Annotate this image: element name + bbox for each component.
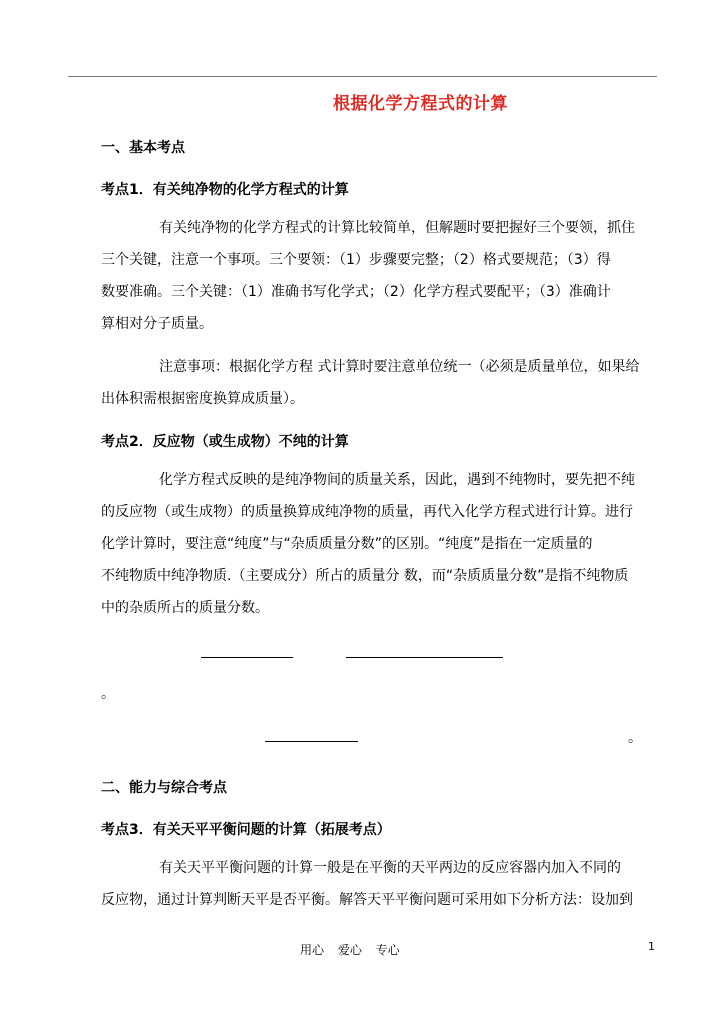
point-1-heading: 考点1．有关纯净物的化学方程式的计算 <box>101 182 349 198</box>
header-rule <box>68 76 657 77</box>
page-footer: 用心 爱心 专心 <box>300 943 400 957</box>
point-2-paragraph-1 <box>101 464 657 624</box>
text-line: 有关纯净物的化学方程式的计算比较简单，但解题时要把握好三个要领，抓住 <box>159 220 635 236</box>
point-1-paragraph-1 <box>101 212 657 340</box>
text-line: 三个关键，注意一个事项。三个要领：（1）步骤要完整；（2）格式要规范；（3）得 <box>101 252 611 268</box>
section-1-heading: 一、基本考点 <box>101 140 185 156</box>
point-2-heading: 考点2．反应物（或生成物）不纯的计算 <box>101 434 349 450</box>
text-line: 反应物，通过计算判断天平是否平衡。解答天平平衡问题可采用如下分析方法：设加到 <box>101 892 633 908</box>
fill-blank-3[interactable] <box>265 741 358 742</box>
text-line: 化学计算时，要注意“纯度”与“杂质质量分数”的区别。“纯度”是指在一定质量的 <box>101 536 593 552</box>
text-line: 化学方程式反映的是纯净物间的质量关系，因此，遇到不纯物时，要先把不纯 <box>159 472 635 488</box>
text-line: 不纯物质中纯净物质.（主要成分）所占的质量分 数，而“杂质质量分数”是指不纯物质 <box>101 568 629 584</box>
point-1-paragraph-2 <box>101 351 657 415</box>
period-mark: 。 <box>628 730 642 746</box>
fill-blank-1[interactable] <box>201 657 293 658</box>
text-line: 有关天平平衡问题的计算一般是在平衡的天平两边的反应容器内加入不同的 <box>159 860 621 876</box>
text-line: 数要准确。三个关键：（1）准确书写化学式；（2）化学方程式要配平；（3）准确计 <box>101 284 611 300</box>
page-number: 1 <box>648 940 655 953</box>
text-line: 中的杂质所占的质量分数。 <box>101 600 269 616</box>
text-line: 出体积需根据密度换算成质量）。 <box>101 391 304 407</box>
document-title: 根据化学方程式的计算 <box>333 94 508 114</box>
fill-blank-2[interactable] <box>346 657 503 658</box>
section-2-heading: 二、能力与综合考点 <box>101 780 227 796</box>
text-line: 算相对分子质量。 <box>101 316 213 332</box>
point-3-heading: 考点3．有关天平平衡问题的计算（拓展考点） <box>101 822 391 838</box>
text-line: 注意事项：根据化学方程 式计算时要注意单位统一（必须是质量单位，如果给 <box>159 359 640 375</box>
text-line: 的反应物（或生成物）的质量换算成纯净物的质量，再代入化学方程式进行计算。进行 <box>101 504 633 520</box>
point-3-paragraph-1 <box>101 852 657 916</box>
period-mark: 。 <box>101 686 115 702</box>
